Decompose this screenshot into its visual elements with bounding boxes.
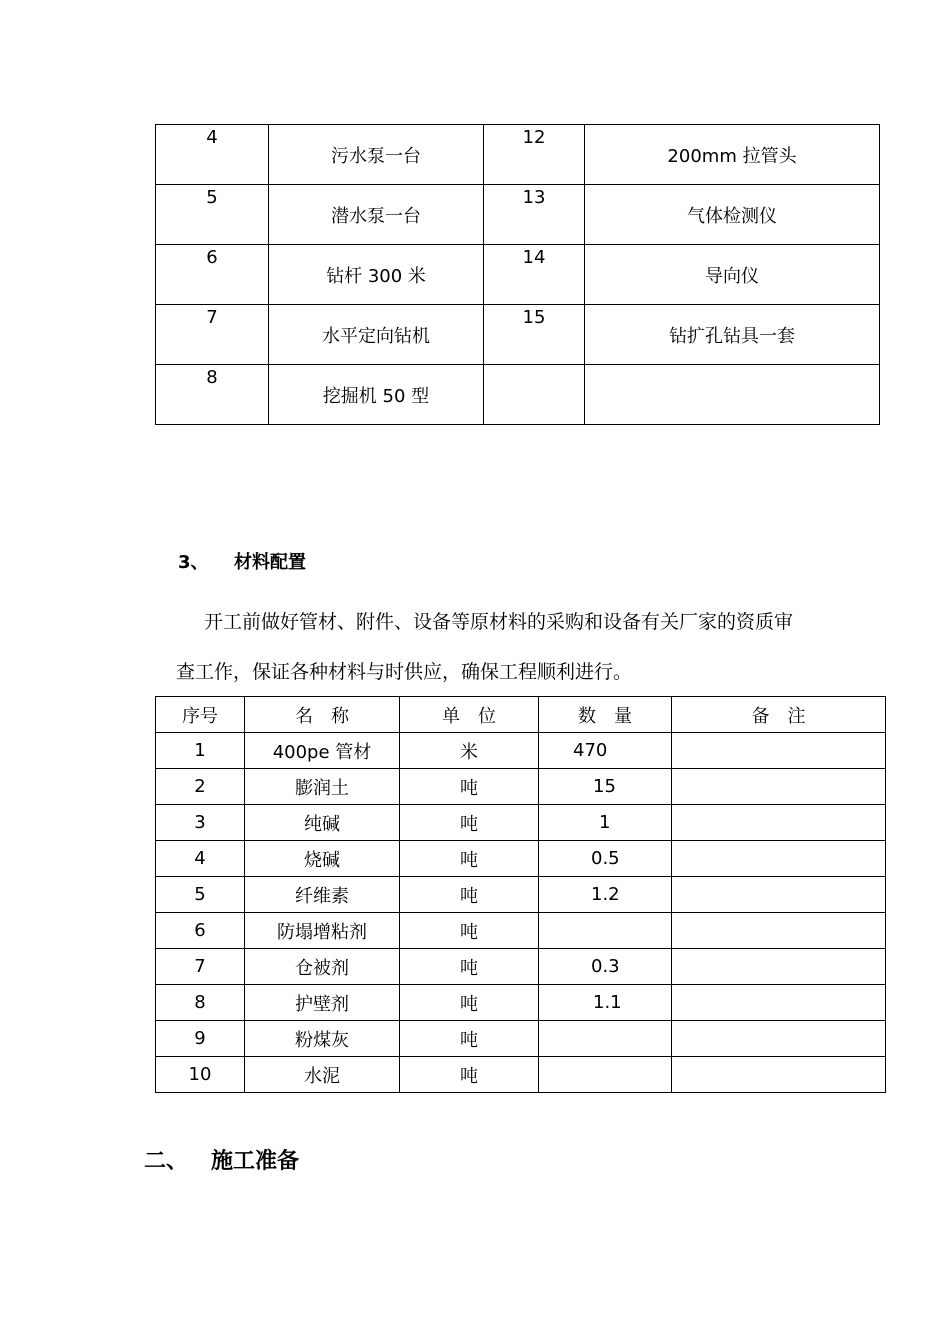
table-row [156, 985, 886, 1021]
materials-table [155, 696, 886, 1093]
table-row [156, 365, 880, 425]
chapter-title: 施工准备 [211, 1149, 300, 1174]
table-header-row [156, 697, 886, 733]
material-qty [539, 1021, 672, 1057]
chapter-number: 二、 [144, 1149, 189, 1174]
equipment-number: 4 [206, 127, 218, 148]
material-note [672, 805, 886, 841]
material-unit: 吨 [400, 985, 539, 1021]
table-row [156, 1057, 886, 1093]
materials-table-body [156, 697, 886, 1093]
material-no: 9 [156, 1021, 245, 1057]
equipment-number-cell [484, 305, 585, 365]
equipment-number-cell [484, 185, 585, 245]
material-unit: 吨 [400, 1057, 539, 1093]
header-cell-qty: 数 量 [539, 697, 672, 733]
material-note [672, 949, 886, 985]
equipment-name-cell: 污水泵一台 [269, 125, 484, 185]
material-qty: 0.5 [539, 841, 672, 877]
material-no: 6 [156, 913, 245, 949]
material-unit: 吨 [400, 841, 539, 877]
material-qty: 1.1 [539, 985, 672, 1021]
section-number: 3、 [178, 552, 209, 573]
equipment-number-cell [156, 305, 269, 365]
table-row [156, 245, 880, 305]
material-name: 仓被剂 [245, 949, 400, 985]
equipment-number: 5 [206, 187, 218, 208]
equipment-number: 8 [206, 367, 218, 388]
equipment-number: 15 [522, 307, 546, 328]
material-note [672, 1057, 886, 1093]
section-title: 材料配置 [234, 552, 306, 573]
material-unit: 吨 [400, 877, 539, 913]
table-row [156, 125, 880, 185]
equipment-name-cell [585, 365, 880, 425]
material-qty: 470 [539, 733, 672, 769]
material-qty: 0.3 [539, 949, 672, 985]
material-qty [539, 913, 672, 949]
equipment-number-cell [484, 125, 585, 185]
material-qty: 1 [539, 805, 672, 841]
equipment-number [484, 365, 584, 366]
table-row [156, 305, 880, 365]
material-unit: 吨 [400, 1021, 539, 1057]
table-row [156, 913, 886, 949]
material-name: 膨润土 [245, 769, 400, 805]
material-no: 4 [156, 841, 245, 877]
material-no: 5 [156, 877, 245, 913]
equipment-name-cell: 气体检测仪 [585, 185, 880, 245]
material-note [672, 1021, 886, 1057]
equipment-number: 13 [522, 187, 546, 208]
material-note [672, 877, 886, 913]
equipment-number: 6 [206, 247, 218, 268]
paragraph-line-1: 开工前做好管材、附件、设备等原材料的采购和设备有关厂家的资质审 [204, 611, 794, 633]
material-no: 8 [156, 985, 245, 1021]
material-no: 1 [156, 733, 245, 769]
material-unit: 米 [400, 733, 539, 769]
equipment-number-cell [484, 365, 585, 425]
material-no: 2 [156, 769, 245, 805]
equipment-name-cell: 导向仪 [585, 245, 880, 305]
equipment-number-cell [156, 185, 269, 245]
table-row [156, 805, 886, 841]
material-name: 水泥 [245, 1057, 400, 1093]
material-name: 护壁剂 [245, 985, 400, 1021]
material-unit: 吨 [400, 949, 539, 985]
equipment-number: 12 [522, 127, 546, 148]
material-note [672, 913, 886, 949]
equipment-table-body [156, 125, 880, 425]
header-cell-name: 名 称 [245, 697, 400, 733]
table-row [156, 877, 886, 913]
equipment-number: 7 [206, 307, 218, 328]
header-cell-note: 备 注 [672, 697, 886, 733]
equipment-number: 14 [522, 247, 546, 268]
material-no: 7 [156, 949, 245, 985]
table-row [156, 949, 886, 985]
table-row [156, 769, 886, 805]
material-unit: 吨 [400, 913, 539, 949]
header-cell-unit: 单 位 [400, 697, 539, 733]
table-row [156, 185, 880, 245]
equipment-name-cell: 钻杆 300 米 [269, 245, 484, 305]
material-note [672, 769, 886, 805]
equipment-name-cell: 钻扩孔钻具一套 [585, 305, 880, 365]
equipment-number-cell [156, 365, 269, 425]
table-row [156, 733, 886, 769]
material-qty: 15 [539, 769, 672, 805]
material-unit: 吨 [400, 805, 539, 841]
material-name: 粉煤灰 [245, 1021, 400, 1057]
material-name: 烧碱 [245, 841, 400, 877]
material-unit: 吨 [400, 769, 539, 805]
material-name: 纤维素 [245, 877, 400, 913]
material-name: 400pe 管材 [245, 733, 400, 769]
header-cell-no: 序号 [156, 697, 245, 733]
equipment-number-cell [484, 245, 585, 305]
table-row [156, 1021, 886, 1057]
material-qty [539, 1057, 672, 1093]
equipment-name-cell: 水平定向钻机 [269, 305, 484, 365]
material-qty: 1.2 [539, 877, 672, 913]
material-name: 纯碱 [245, 805, 400, 841]
equipment-number-cell [156, 245, 269, 305]
material-note [672, 985, 886, 1021]
equipment-table [155, 124, 880, 425]
equipment-number-cell [156, 125, 269, 185]
material-no: 3 [156, 805, 245, 841]
equipment-name-cell: 200mm 拉管头 [585, 125, 880, 185]
equipment-name-cell: 潜水泵一台 [269, 185, 484, 245]
material-note [672, 733, 886, 769]
equipment-name-cell: 挖掘机 50 型 [269, 365, 484, 425]
material-name: 防塌增粘剂 [245, 913, 400, 949]
paragraph-line-2: 查工作，保证各种材料与时供应，确保工程顺利进行。 [176, 661, 633, 683]
table-row [156, 841, 886, 877]
material-note [672, 841, 886, 877]
material-no: 10 [156, 1057, 245, 1093]
